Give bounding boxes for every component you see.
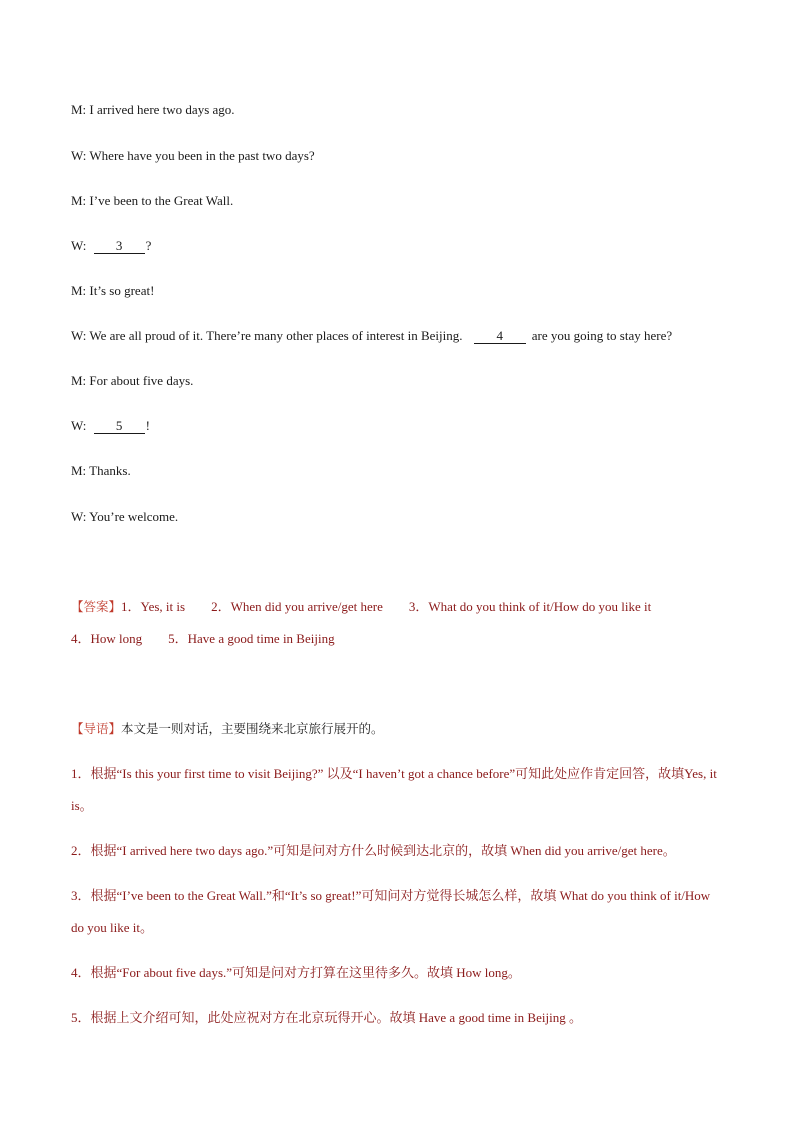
dialogue-line-4 xyxy=(71,238,151,254)
explanation-3: 3．根据“I’ve been to the Great Wall.”和“It’s so great!”可知问对方觉得长城怎么样，故填 What do you think of it/How do you like it。 xyxy=(71,888,711,935)
line-suffix: ! xyxy=(145,418,150,433)
dialogue-line-10: W: You’re welcome. xyxy=(71,509,179,524)
dialogue-line-7: M: For about five days. xyxy=(71,373,194,388)
dialogue-line-8 xyxy=(71,418,150,434)
guide-tag: 【导语】 xyxy=(71,721,122,736)
answer-2: 2．When did you arrive/get here xyxy=(211,599,383,614)
speaker-prefix: W: xyxy=(71,418,87,433)
line-text: W: We are all proud of it. There’re many other places of interest in Beijing. xyxy=(71,328,463,343)
dialogue-line-5: M: It’s so great! xyxy=(71,283,155,298)
blank-4[interactable]: 4 xyxy=(474,329,526,344)
answer-line-1 xyxy=(71,599,651,615)
answer-3: 3．What do you think of it/How do you like it xyxy=(408,599,652,614)
dialogue-line-1: M: I arrived here two days ago. xyxy=(71,102,235,117)
guide-text: 本文是一则对话，主要围绕来北京旅行展开的。 xyxy=(121,721,384,736)
dialogue-line-3: M: I’ve been to the Great Wall. xyxy=(71,193,234,208)
explanation-5: 5．根据上文介绍可知，此处应祝对方在北京玩得开心。故填 Have a good time in Beijing 。 xyxy=(71,1010,582,1025)
blank-3[interactable]: 3 xyxy=(94,239,145,254)
answer-4: 4．How long xyxy=(71,631,143,646)
answer-tag: 【答案】 xyxy=(71,599,122,614)
dialogue-line-6 xyxy=(71,328,672,344)
line-suffix: are you going to stay here? xyxy=(531,328,673,343)
dialogue-line-9: M: Thanks. xyxy=(71,463,131,478)
speaker-prefix: W: xyxy=(71,238,87,253)
explanation-4: 4．根据“For about five days.”可知是问对方打算在这里待多久。故填 How long。 xyxy=(71,965,521,980)
answer-5: 5．Have a good time in Beijing xyxy=(168,631,335,646)
guide-line xyxy=(71,721,384,737)
answer-1: 1．Yes, it is xyxy=(121,599,186,614)
explanation-2: 2．根据“I arrived here two days ago.”可知是问对方什么时候到达北京的，故填 When did you arrive/get here。 xyxy=(71,843,676,858)
line-suffix: ? xyxy=(145,238,152,253)
blank-5[interactable]: 5 xyxy=(94,419,145,434)
explanation-1: 1．根据“Is this your first time to visit Beijing?” 以及“I haven’t got a chance before”可知此处应作肯定回答，故填Yes, it is。 xyxy=(71,766,717,813)
answer-line-2 xyxy=(71,631,335,647)
dialogue-line-2: W: Where have you been in the past two days? xyxy=(71,148,315,163)
